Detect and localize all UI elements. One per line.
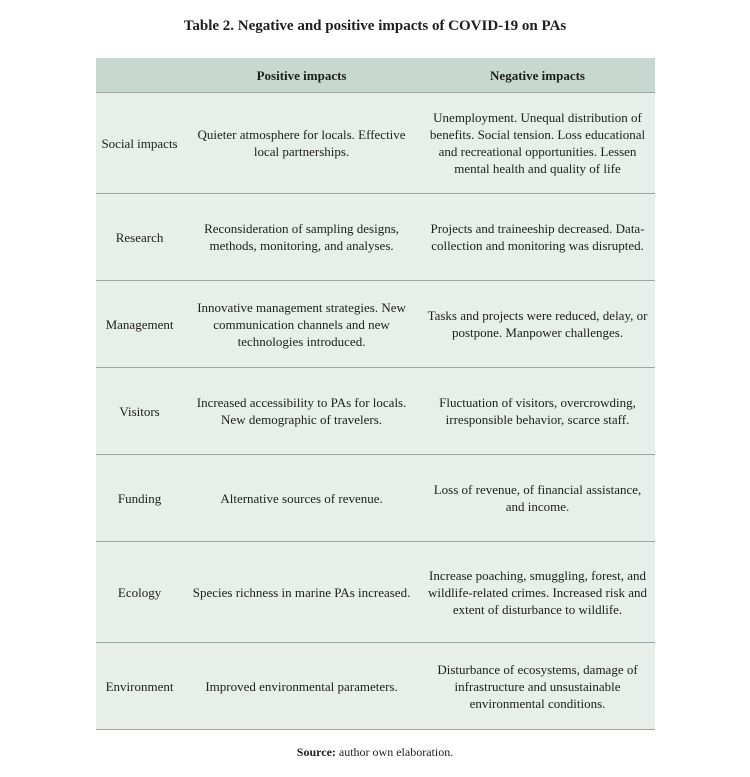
row-negative: Disturbance of ecosystems, damage of infrastructure and unsustainable environmental conditions.: [420, 643, 655, 730]
header-category: [96, 58, 183, 93]
row-category: Social impacts: [96, 93, 183, 194]
table-title: Table 2. Negative and positive impacts of COVID-19 on PAs: [183, 18, 567, 34]
source-text: author own elaboration.: [338, 745, 454, 759]
table-row: [96, 542, 655, 643]
row-category: Ecology: [96, 542, 183, 643]
table-row: [96, 455, 655, 542]
table-row: [96, 643, 655, 730]
row-positive: Reconsideration of sampling designs, methods, monitoring, and analyses.: [183, 194, 420, 281]
source-label: Source:: [296, 745, 336, 759]
row-positive: Innovative management strategies. New communication channels and new technologies introduced.: [183, 281, 420, 368]
row-negative: Loss of revenue, of financial assistance, and income.: [420, 455, 655, 542]
row-category: Research: [96, 194, 183, 281]
row-negative: Fluctuation of visitors, overcrowding, irresponsible behavior, scarce staff.: [420, 368, 655, 455]
table-row: [96, 281, 655, 368]
header-negative: Negative impacts: [420, 58, 655, 93]
row-positive: Improved environmental parameters.: [183, 643, 420, 730]
row-negative: Projects and traineeship decreased. Data-collection and monitoring was disrupted.: [420, 194, 655, 281]
header-positive: Positive impacts: [183, 58, 420, 93]
table-row: [96, 194, 655, 281]
row-negative: Tasks and projects were reduced, delay, or postpone. Manpower challenges.: [420, 281, 655, 368]
row-category: Visitors: [96, 368, 183, 455]
source-note: [0, 745, 750, 760]
row-category: Management: [96, 281, 183, 368]
row-positive: Alternative sources of revenue.: [183, 455, 420, 542]
row-category: Environment: [96, 643, 183, 730]
row-negative: Unemployment. Unequal distribution of benefits. Social tension. Loss educational and recreational opportunities. Lessen mental health and quality of life: [420, 93, 655, 194]
header-row: [96, 58, 655, 93]
table-row: [96, 93, 655, 194]
row-positive: Species richness in marine PAs increased.: [183, 542, 420, 643]
impacts-table: [96, 58, 655, 730]
table-row: [96, 368, 655, 455]
row-negative: Increase poaching, smuggling, forest, and wildlife-related crimes. Increased risk and extent of disturbance to wildlife.: [420, 542, 655, 643]
row-category: Funding: [96, 455, 183, 542]
row-positive: Quieter atmosphere for locals. Effective local partnerships.: [183, 93, 420, 194]
row-positive: Increased accessibility to PAs for locals. New demographic of travelers.: [183, 368, 420, 455]
